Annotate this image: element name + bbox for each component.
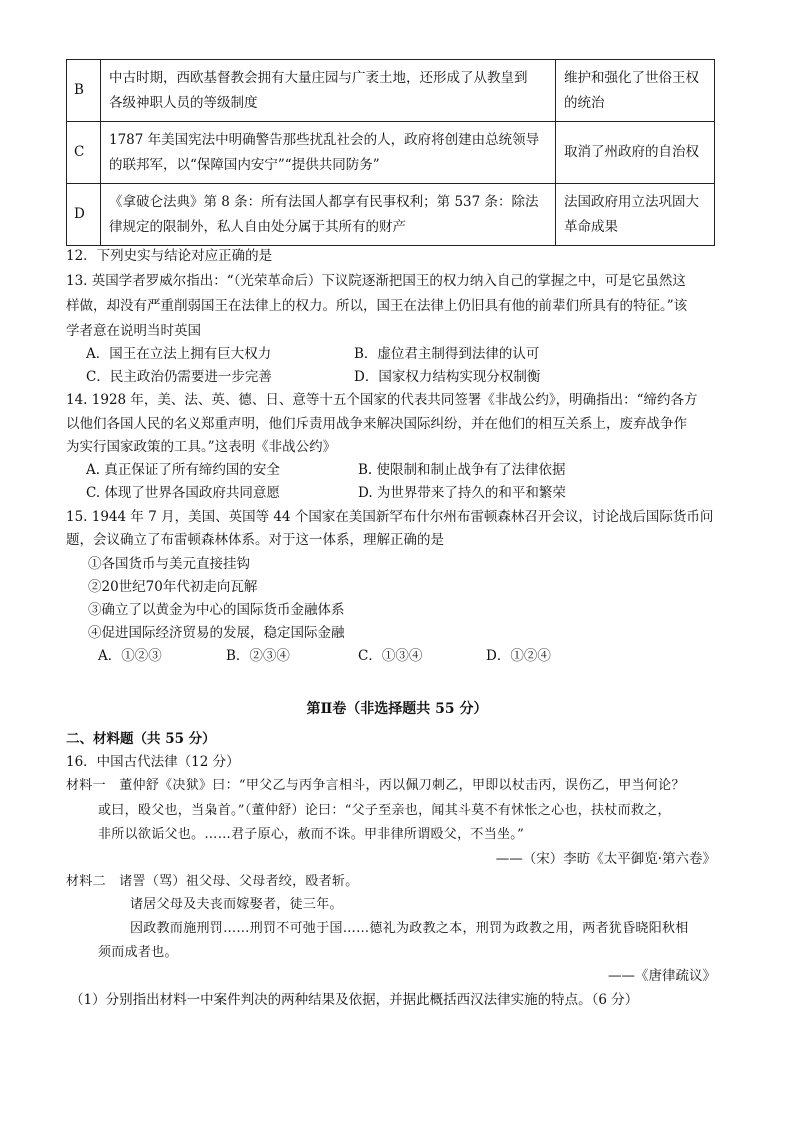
table-row [67, 184, 715, 246]
table-row [67, 122, 715, 184]
row-letter: C [67, 122, 101, 184]
conclusion-line: 的统治 [564, 94, 605, 111]
material1-source: ——（宋）李昉《太平御览·第六卷》 [495, 851, 716, 867]
material1-line: 材料一 董仲舒《决狱》曰：“甲父乙与丙争言相斗，丙以佩刀刺乙，甲即以杖击丙，误伤乙，甲当何论？ [66, 778, 685, 793]
material2-source: ——《唐律疏议》 [608, 968, 716, 984]
row-conclusion [556, 60, 715, 122]
q13-stem-line: 样做，却没有严重削弱国王在法律上的权力。所以，国王在法律上仍旧具有他的前辈们所具有的特征。”该 [66, 298, 688, 314]
q15-option-a[interactable]: A．①②③ [98, 648, 162, 664]
conclusion-line: 取消了州政府的自治权 [564, 144, 699, 160]
q14-option-d[interactable]: D. 为世界带来了持久的和平和繁荣 [358, 485, 566, 501]
row-history [101, 60, 556, 122]
q15-option-d[interactable]: D．①②④ [486, 648, 551, 664]
sub-question-1: （1）分别指出材料一中案件判决的两种结果及依据，并据此概括西汉法律实施的特点。（6 分） [70, 992, 639, 1008]
history-line: 《拿破仑法典》第 8 条：所有法国人都享有民事权利；第 537 条：除法 [109, 193, 539, 210]
conclusion-line: 维护和强化了世俗王权 [564, 69, 699, 86]
conclusion-line: 革命成果 [564, 218, 618, 235]
table-row [67, 60, 715, 122]
q14-stem-line: 为实行国家政策的工具。”这表明《非战公约》 [66, 439, 337, 455]
q13-option-a[interactable]: A．国王在立法上拥有巨大权力 [86, 346, 272, 362]
q15-item: ②20世纪70年代初走向瓦解 [88, 579, 258, 595]
q15-option-b[interactable]: B．②③④ [226, 648, 290, 664]
row-history [101, 122, 556, 184]
row-conclusion [556, 184, 715, 246]
q13-stem-line: 学者意在说明当时英国 [66, 323, 201, 339]
q15-stem-line: 题，会议确立了布雷顿森林体系。对于这一体系，理解正确的是 [66, 532, 444, 548]
material2-line: 材料二 诸詈（骂）祖父母、父母者绞，殴者斩。 [66, 874, 359, 889]
history-line: 律规定的限制外，私人自由处分属于其所有的财产 [109, 218, 406, 235]
q14-option-c[interactable]: C. 体现了世界各国政府共同意愿 [86, 485, 280, 501]
q14-stem-line: 以他们各国人民的名义郑重声明，他们斥责用战争来解决国际纠纷，并在他们的相互关系上，废弃战争作 [66, 416, 687, 432]
history-line: 1787 年美国宪法中明确警告那些扰乱社会的人，政府将创建由总统领导 [109, 131, 540, 148]
section-title: 二、材料题（共 55 分） [66, 731, 216, 747]
q13-option-c[interactable]: C．民主政治仍需要进一步完善 [86, 369, 272, 385]
material1-line: 或曰，殴父也，当枭首。”（董仲舒）论曰：“父子至亲也，闻其斗莫不有怵怅之心也，扶杖而救之， [98, 803, 671, 818]
q14-option-a[interactable]: A. 真正保证了所有缔约国的安全 [86, 462, 280, 478]
row-history [101, 184, 556, 246]
row-letter: D [67, 184, 101, 246]
history-line: 中古时期，西欧基督教会拥有大量庄园与广袤土地，还形成了从教皇到 [109, 69, 528, 86]
row-letter: B [67, 60, 101, 122]
part2-title: 第Ⅱ卷（非选择题共 55 分） [306, 701, 488, 717]
q15-item: ③确立了以黄金为中心的国际货币金融体系 [88, 602, 345, 618]
options-table [66, 59, 715, 246]
q15-stem-line: 15. 1944 年 7 月，美国、英国等 44 个国家在美国新罕布什尔州布雷顿森林召开会议，讨论战后国际货币问 [66, 509, 714, 525]
q15-item: ④促进国际经济贸易的发展，稳定国际金融 [88, 625, 345, 641]
q14-stem-line: 14. 1928 年，美、法、英、德、日、意等十五个国家的代表共同签署《非战公约》，明确指出：“缔约各方 [66, 392, 698, 408]
q15-item: ①各国货币与美元直接挂钩 [88, 556, 250, 572]
row-conclusion [556, 122, 715, 184]
q12-stem: 12．下列史实与结论对应正确的是 [66, 248, 273, 264]
q13-option-b[interactable]: B．虚位君主制得到法律的认可 [354, 346, 540, 362]
history-line: 的联邦军，以“保障国内安宁”“提供共同防务” [109, 156, 380, 173]
history-line: 各级神职人员的等级制度 [109, 94, 258, 111]
conclusion-line: 法国政府用立法巩固大 [564, 193, 699, 210]
material2-line: 诸居父母及夫丧而嫁娶者，徒三年。 [130, 897, 343, 912]
material1-line: 非所以欲诟父也。……君子原心，赦而不诛。甲非律所谓殴父，不当坐。” [98, 827, 525, 842]
q15-option-c[interactable]: C．①③④ [358, 648, 423, 664]
material2-line: 须而成者也。 [98, 945, 178, 960]
q14-option-b[interactable]: B. 使限制和制止战争有了法律依据 [358, 462, 566, 478]
q13-option-d[interactable]: D．国家权力结构实现分权制衡 [354, 369, 541, 385]
q16-title: 16．中国古代法律（12 分） [66, 754, 240, 770]
material2-line: 因政教而施刑罚……刑罚不可弛于国……德礼为政教之本，刑罚为政教之用，两者犹昏晓阳秋相 [130, 921, 689, 936]
q13-stem-line: 13. 英国学者罗威尔指出：“（光荣革命后）下议院逐渐把国王的权力纳入自己的掌握之中，可是它虽然这 [66, 273, 686, 289]
